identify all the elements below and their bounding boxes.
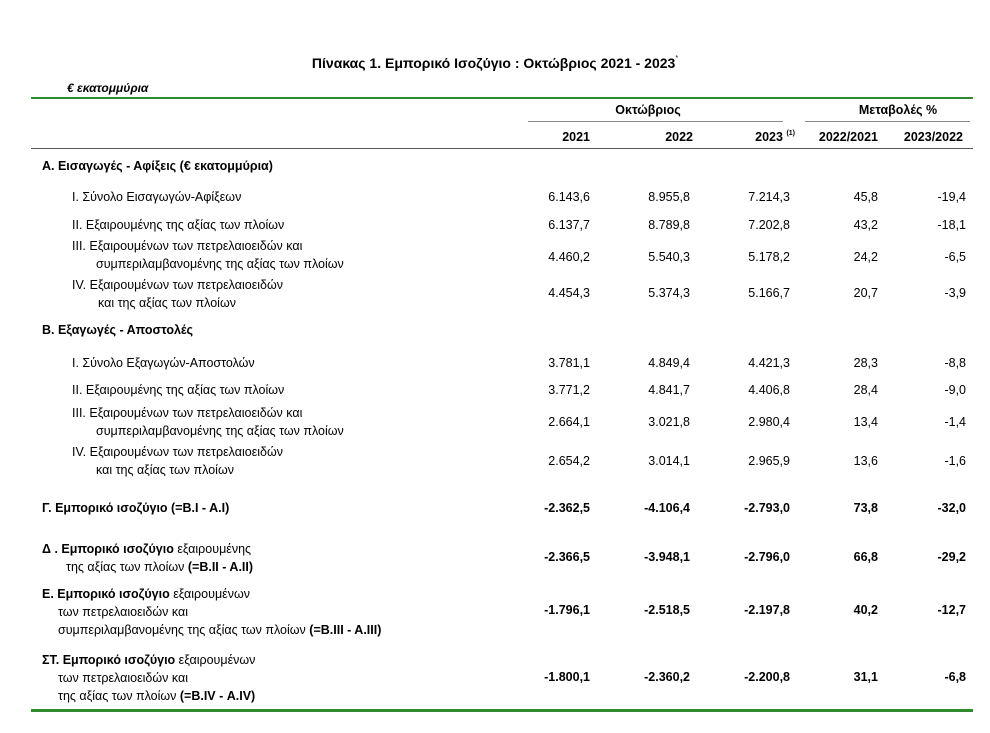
header-col-2021: 2021: [562, 130, 590, 144]
row-d-label-line2-bold: (=Β.ΙΙ - Α.ΙΙ): [187, 560, 254, 574]
row-a3-change2: -6,5: [944, 250, 966, 264]
row-d-label-line1: [42, 540, 253, 558]
row-a4-2021: 4.454,3: [548, 286, 590, 300]
row-b4-label: [72, 443, 283, 479]
group-rule-months: [528, 121, 783, 122]
row-a2-label: ΙΙ. Εξαιρουμένης της αξίας των πλοίων: [72, 218, 285, 232]
row-g-2022: -4.106,4: [644, 501, 690, 515]
row-e-2022: -2.518,5: [644, 603, 690, 617]
row-b4-2023: 2.965,9: [748, 454, 790, 468]
title-footnote-mark: *: [675, 55, 679, 62]
row-b3-change2: -1,4: [944, 415, 966, 429]
row-a2-2023: 7.202,8: [748, 218, 790, 232]
row-b4-2021: 2.654,2: [548, 454, 590, 468]
row-e-label-line1-rest: εξαιρουμένων: [169, 587, 250, 601]
row-g-2021: -2.362,5: [544, 501, 590, 515]
row-st-2022: -2.360,2: [644, 670, 690, 684]
group-rule-changes: [805, 121, 970, 122]
row-d-label-line1-bold: Δ . Εμπορικό ισοζύγιο: [42, 542, 174, 556]
row-a4-2022: 5.374,3: [648, 286, 690, 300]
row-e-2021: -1.796,1: [544, 603, 590, 617]
row-a2-change2: -18,1: [937, 218, 966, 232]
row-a4-2023: 5.166,7: [748, 286, 790, 300]
row-e-label-line3: [42, 621, 381, 639]
row-b4-change1: 13,6: [853, 454, 878, 468]
header-col-2023-label: 2023: [755, 130, 783, 144]
row-st-2023: -2.200,8: [744, 670, 790, 684]
row-b4-label-line1: ΙV. Εξαιρουμένων των πετρελαιοειδών: [72, 445, 284, 459]
row-st-label-line1-bold: ΣΤ. Εμπορικό ισοζύγιο: [42, 653, 176, 667]
row-b4-label-line2: και της αξίας των πλοίων: [96, 463, 234, 477]
row-a1-2021: 6.143,6: [548, 190, 590, 204]
row-b1-label: Ι. Σύνολο Εξαγωγών-Αποστολών: [72, 356, 255, 370]
row-d-change1: 66,8: [853, 550, 878, 564]
row-e-change1: 40,2: [853, 603, 878, 617]
row-g-label: Γ. Εμπορικό ισοζύγιο (=Β.Ι - Α.Ι): [42, 501, 230, 515]
row-b1-2023: 4.421,3: [748, 356, 790, 370]
row-st-label-line1-rest: εξαιρουμένων: [175, 653, 256, 667]
header-rule: [31, 148, 973, 149]
row-b3-2022: 3.021,8: [648, 415, 690, 429]
row-e-label-line1-bold: Ε. Εμπορικό ισοζύγιο: [42, 587, 170, 601]
row-e-label-line2: των πετρελαιοειδών και: [58, 605, 188, 619]
row-g-2023: -2.793,0: [744, 501, 790, 515]
row-b2-2022: 4.841,7: [648, 383, 690, 397]
table-title: [0, 55, 990, 71]
row-b2-change2: -9,0: [944, 383, 966, 397]
row-a4-label: [72, 276, 283, 312]
row-a2-2022: 8.789,8: [648, 218, 690, 232]
row-st-change2: -6,8: [944, 670, 966, 684]
row-g-change1: 73,8: [853, 501, 878, 515]
row-a3-2023: 5.178,2: [748, 250, 790, 264]
row-b3-label-line2: συμπεριλαμβανομένης της αξίας των πλοίων: [96, 424, 344, 438]
row-a1-change2: -19,4: [937, 190, 966, 204]
row-g-change2: -32,0: [937, 501, 966, 515]
row-a2-2021: 6.137,7: [548, 218, 590, 232]
row-st-2021: -1.800,1: [544, 670, 590, 684]
bottom-rule: [31, 709, 973, 712]
row-d-2022: -3.948,1: [644, 550, 690, 564]
row-b3-2023: 2.980,4: [748, 415, 790, 429]
row-a3-label-line1: ΙΙΙ. Εξαιρουμένων των πετρελαιοειδών και: [72, 239, 303, 253]
row-a3-2021: 4.460,2: [548, 250, 590, 264]
row-a3-label: [72, 237, 344, 273]
row-st-change1: 31,1: [853, 670, 878, 684]
row-a4-change2: -3,9: [944, 286, 966, 300]
row-e-label-line3-rest: συμπεριλαμβανομένης της αξίας των πλοίων: [58, 623, 310, 637]
row-b3-2021: 2.664,1: [548, 415, 590, 429]
row-d-change2: -29,2: [937, 550, 966, 564]
row-a1-2022: 8.955,8: [648, 190, 690, 204]
header-col-change-2022-2021: 2022/2021: [818, 130, 878, 144]
row-d-label-line2-rest: της αξίας των πλοίων: [66, 560, 188, 574]
row-b4-change2: -1,6: [944, 454, 966, 468]
row-d-label-line1-rest: εξαιρουμένης: [173, 542, 252, 556]
unit-label: € εκατομμύρια: [67, 81, 149, 95]
row-st-label: [42, 651, 255, 705]
row-b1-change1: 28,3: [853, 356, 878, 370]
row-a2-change1: 43,2: [853, 218, 878, 232]
header-group-months: Οκτώβριος: [615, 103, 681, 117]
row-e-2023: -2.197,8: [744, 603, 790, 617]
row-d-label-line2: [42, 558, 253, 576]
row-b2-label: ΙΙ. Εξαιρουμένης της αξίας των πλοίων: [72, 383, 285, 397]
row-a1-change1: 45,8: [853, 190, 878, 204]
row-a4-label-line1: ΙV. Εξαιρουμένων των πετρελαιοειδών: [72, 278, 284, 292]
row-st-label-line1: [42, 651, 255, 669]
row-e-label-line3-bold: (=Β.ΙΙΙ - Α.ΙΙΙ): [309, 623, 382, 637]
header-col-change-2023-2022: 2023/2022: [903, 130, 963, 144]
table-title-text: Πίνακας 1. Εμπορικό Ισοζύγιο : Οκτώβριος 2021 - 2023: [311, 55, 676, 71]
row-d-2023: -2.796,0: [744, 550, 790, 564]
row-a1-label: Ι. Σύνολο Εισαγωγών-Αφίξεων: [72, 190, 242, 204]
row-a1-2023: 7.214,3: [748, 190, 790, 204]
row-e-change2: -12,7: [937, 603, 966, 617]
row-b3-label: [72, 404, 344, 440]
row-e-label: [42, 585, 381, 639]
top-rule: [31, 97, 973, 99]
row-a3-2022: 5.540,3: [648, 250, 690, 264]
row-b2-change1: 28,4: [853, 383, 878, 397]
row-st-label-line3-rest: της αξίας των πλοίων: [58, 689, 180, 703]
row-st-label-line3-bold: (=Β.ΙV - Α.ΙV): [179, 689, 256, 703]
section-b-title: Β. Εξαγωγές - Αποστολές: [42, 323, 194, 337]
header-col-2022: 2022: [665, 130, 693, 144]
row-st-label-line2: των πετρελαιοειδών και: [58, 671, 188, 685]
row-b3-change1: 13,4: [853, 415, 878, 429]
row-d-label: [42, 540, 253, 576]
row-b2-2023: 4.406,8: [748, 383, 790, 397]
row-b2-2021: 3.771,2: [548, 383, 590, 397]
row-a4-change1: 20,7: [853, 286, 878, 300]
row-b1-2022: 4.849,4: [648, 356, 690, 370]
header-group-changes: Μεταβολές %: [858, 103, 938, 117]
row-a3-label-line2: συμπεριλαμβανομένης της αξίας των πλοίων: [96, 257, 344, 271]
row-e-label-line1: [42, 585, 381, 603]
section-a-title: Α. Εισαγωγές - Αφίξεις (€ εκατομμύρια): [42, 159, 273, 173]
row-a4-label-line2: και της αξίας των πλοίων: [98, 296, 236, 310]
row-d-2021: -2.366,5: [544, 550, 590, 564]
row-b4-2022: 3.014,1: [648, 454, 690, 468]
row-b3-label-line1: ΙΙΙ. Εξαιρουμένων των πετρελαιοειδών και: [72, 406, 303, 420]
row-b1-2021: 3.781,1: [548, 356, 590, 370]
row-st-label-line3: [42, 687, 255, 705]
row-a3-change1: 24,2: [853, 250, 878, 264]
header-col-2023-footnote: (1): [786, 130, 795, 137]
row-b1-change2: -8,8: [944, 356, 966, 370]
